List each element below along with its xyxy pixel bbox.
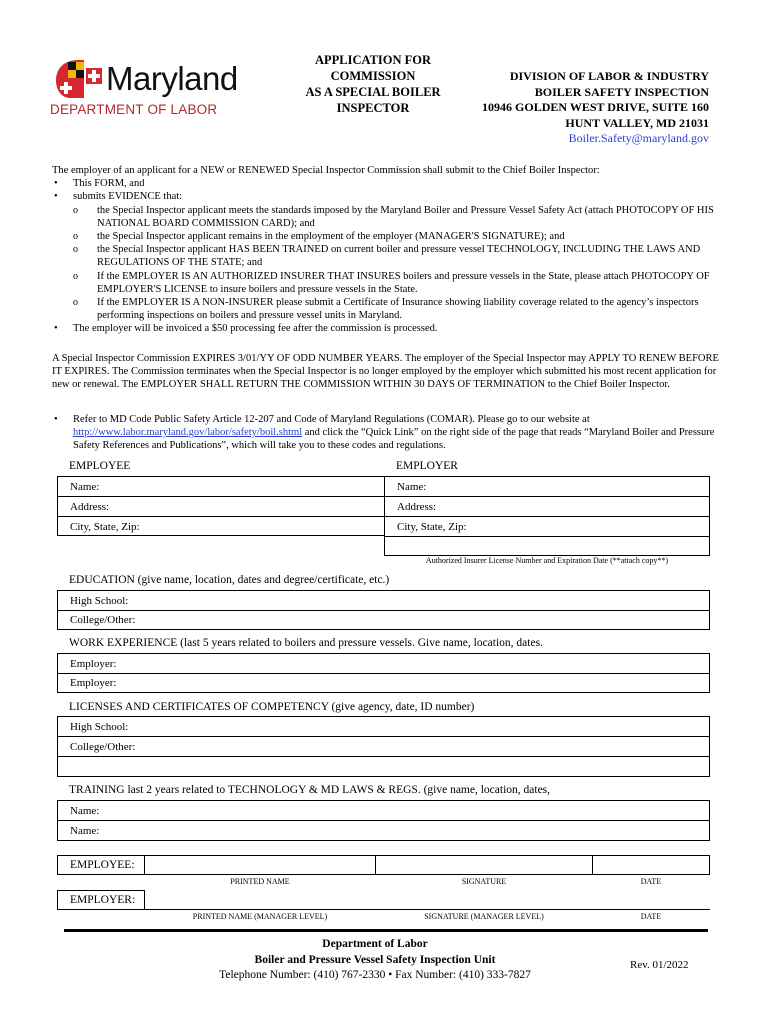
employee-sign-label xyxy=(57,855,145,875)
field-label: Employer: xyxy=(70,657,117,670)
field-label: College/Other: xyxy=(70,740,136,753)
division-address xyxy=(455,69,709,147)
website-link[interactable]: http://www.labor.maryland.gov/labor/safety/boil.shtml xyxy=(73,427,303,439)
sub-list-item: o the Special Inspector applicant remains in the employment of the employer (MANAGER'S SIGNATURE); and xyxy=(73,230,722,243)
maryland-department-of-labor-logo xyxy=(48,58,268,122)
bullet-text: submits EVIDENCE that: xyxy=(73,191,183,203)
revision-label: Rev. 01/2022 xyxy=(630,959,689,971)
instructions xyxy=(52,164,722,336)
sub-list-item: o If the EMPLOYER IS A NON-INSURER please submit a Certificate of Insurance showing liability coverage related to the agency’s inspectors performing inspections on boilers and pressure vessel units in Maryland. xyxy=(73,296,722,322)
employee-printed-name-field[interactable] xyxy=(144,855,376,875)
division-line: 10946 GOLDEN WEST DRIVE, SUITE 160 xyxy=(482,100,709,114)
field-label: EMPLOYEE: xyxy=(70,859,135,871)
employer-address-field[interactable] xyxy=(385,497,709,517)
footer-unit: Boiler and Pressure Vessel Safety Inspection Unit xyxy=(254,953,496,966)
sub-list-item: o the Special Inspector applicant HAS BEEN TRAINED on current boiler and pressure vessel TECHNOLOGY, INCLUDING THE LAWS AND REGULATIONS OF THE STATE; and xyxy=(73,243,722,269)
list-item xyxy=(52,177,722,190)
contact-email-link[interactable]: Boiler.Safety@maryland.gov xyxy=(568,131,709,145)
column-caption: SIGNATURE xyxy=(461,877,507,886)
footer-divider xyxy=(64,929,708,932)
education-box xyxy=(57,590,710,630)
license-number-field[interactable] xyxy=(385,537,709,555)
field-label: Employer: xyxy=(70,677,117,689)
training-name-field[interactable] xyxy=(58,801,709,821)
column-caption: PRINTED NAME (MANAGER LEVEL) xyxy=(192,912,328,921)
division-line: HUNT VALLEY, MD 21031 xyxy=(565,115,709,130)
column-caption: DATE xyxy=(640,877,662,886)
employee-heading: EMPLOYEE xyxy=(69,460,131,472)
reference-text: and click the “Quick Link” on the right side of the page that reads “Maryland Boiler and Pressure Safety References and Publications”, which will take you to these codes and regulations. xyxy=(73,427,715,452)
expiration-paragraph: A Special Inspector Commission EXPIRES 3/01/YY OF ODD NUMBER YEARS. The employer of the Special Inspector may APPLY TO RENEW BEFORE IT EXPIRES. The Commission terminates when the Special Inspector is no longer employed by the employer which submitted his most recent application for new or renewal. The EMPLOYER SHALL RETURN THE COMMISSION WITHIN 30 DAYS OF TERMINATION to the Chief Boiler Inspector. xyxy=(52,353,719,391)
field-label: City, State, Zip: xyxy=(397,520,467,533)
employer-box xyxy=(384,476,710,556)
page-title xyxy=(290,52,456,116)
sub-list-item: o the Special Inspector applicant meets the standards imposed by the Maryland Boiler and Pressure Vessel Safety Act (attach PHOTOCOPY OF HIS NATIONAL BOARD COMMISSION CARD); and xyxy=(73,204,722,230)
signature-table xyxy=(57,855,710,925)
employee-signature-field[interactable] xyxy=(375,855,593,875)
division-line: BOILER SAFETY INSPECTION xyxy=(534,84,709,99)
list-item xyxy=(52,322,722,335)
employer-name-field[interactable] xyxy=(385,477,709,497)
title-line: APPLICATION FOR xyxy=(314,53,432,67)
maryland-flag-icon xyxy=(50,58,106,100)
instructions-lead: The employer of an applicant for a NEW or RENEWED Special Inspector Commission shall submit to the Chief Boiler Inspector: xyxy=(52,165,600,176)
employer-sign-label xyxy=(57,890,145,910)
licenses-heading: LICENSES AND CERTIFICATES OF COMPETENCY (give agency, date, ID number) xyxy=(69,701,475,713)
list-item xyxy=(52,190,722,322)
employer-heading: EMPLOYER xyxy=(396,460,458,472)
work-employer-field[interactable] xyxy=(58,674,709,692)
field-label: Address: xyxy=(397,500,437,513)
title-line: COMMISSION xyxy=(330,69,416,83)
bullet-text: This FORM, and xyxy=(73,178,145,190)
education-heading: EDUCATION (give name, location, dates and degree/certificate, etc.) xyxy=(69,574,390,586)
licenses-college-field[interactable] xyxy=(58,737,709,757)
employee-date-field[interactable] xyxy=(592,855,710,875)
field-label: Name: xyxy=(70,804,100,817)
bullet-text: The employer will be invoiced a $50 processing fee after the commission is processed. xyxy=(73,323,438,335)
employee-city-field[interactable] xyxy=(58,517,384,536)
employer-city-field[interactable] xyxy=(385,517,709,537)
licenses-high-school-field[interactable] xyxy=(58,717,709,737)
field-label: Name: xyxy=(70,480,100,493)
reference-text: Refer to MD Code Public Safety Article 12-207 and Code of Maryland Regulations (COMAR). Please go to our website at xyxy=(73,414,590,425)
division-line: DIVISION OF LABOR & INDUSTRY xyxy=(509,69,709,83)
training-heading: TRAINING last 2 years related to TECHNOLOGY & MD LAWS & REGS. (give name, location, dates, xyxy=(69,784,551,796)
work-employer-field[interactable] xyxy=(58,654,709,674)
column-caption: SIGNATURE (MANAGER LEVEL) xyxy=(424,912,544,921)
work-experience-box xyxy=(57,653,710,693)
column-caption: PRINTED NAME xyxy=(230,877,290,886)
training-name-field[interactable] xyxy=(58,821,709,840)
logo-department: DEPARTMENT OF LABOR xyxy=(50,102,218,117)
list-item xyxy=(52,413,722,453)
licenses-box xyxy=(57,716,710,777)
training-box xyxy=(57,800,710,841)
footer xyxy=(190,937,560,984)
licenses-extra-field[interactable] xyxy=(58,757,709,776)
field-label: High School: xyxy=(70,720,129,733)
title-line: INSPECTOR xyxy=(336,101,410,115)
signature-line[interactable] xyxy=(145,909,710,910)
employee-box xyxy=(57,476,384,536)
column-caption: DATE xyxy=(640,912,662,921)
reference-paragraph xyxy=(52,413,722,453)
field-label: Name: xyxy=(70,824,100,837)
employee-address-field[interactable] xyxy=(58,497,384,517)
field-label: EMPLOYER: xyxy=(70,894,136,906)
field-label: High School: xyxy=(70,594,129,607)
field-label: Address: xyxy=(70,500,110,513)
employee-name-field[interactable] xyxy=(58,477,384,497)
license-caption: Authorized Insurer License Number and Expiration Date (**attach copy**) xyxy=(425,556,669,565)
footer-contact: Telephone Number: (410) 767-2330 • Fax Number: (410) 333-7827 xyxy=(219,969,531,981)
work-experience-heading: WORK EXPERIENCE (last 5 years related to boilers and pressure vessels. Give name, location, dates. xyxy=(69,637,543,649)
title-line: AS A SPECIAL BOILER xyxy=(305,85,441,99)
logo-wordmark: Maryland xyxy=(106,60,238,97)
field-label: College/Other: xyxy=(70,614,136,626)
sub-list-item: o If the EMPLOYER IS AN AUTHORIZED INSURER THAT INSURES boilers and pressure vessels in the State, please attach PHOTOCOPY OF EMPLOYER'S LICENSE to insure boilers and pressure vessels in the State. xyxy=(73,270,722,296)
education-high-school-field[interactable] xyxy=(58,591,709,611)
field-label: Name: xyxy=(397,480,427,493)
field-label: City, State, Zip: xyxy=(70,520,140,533)
education-college-field[interactable] xyxy=(58,611,709,629)
footer-department: Department of Labor xyxy=(322,938,428,950)
